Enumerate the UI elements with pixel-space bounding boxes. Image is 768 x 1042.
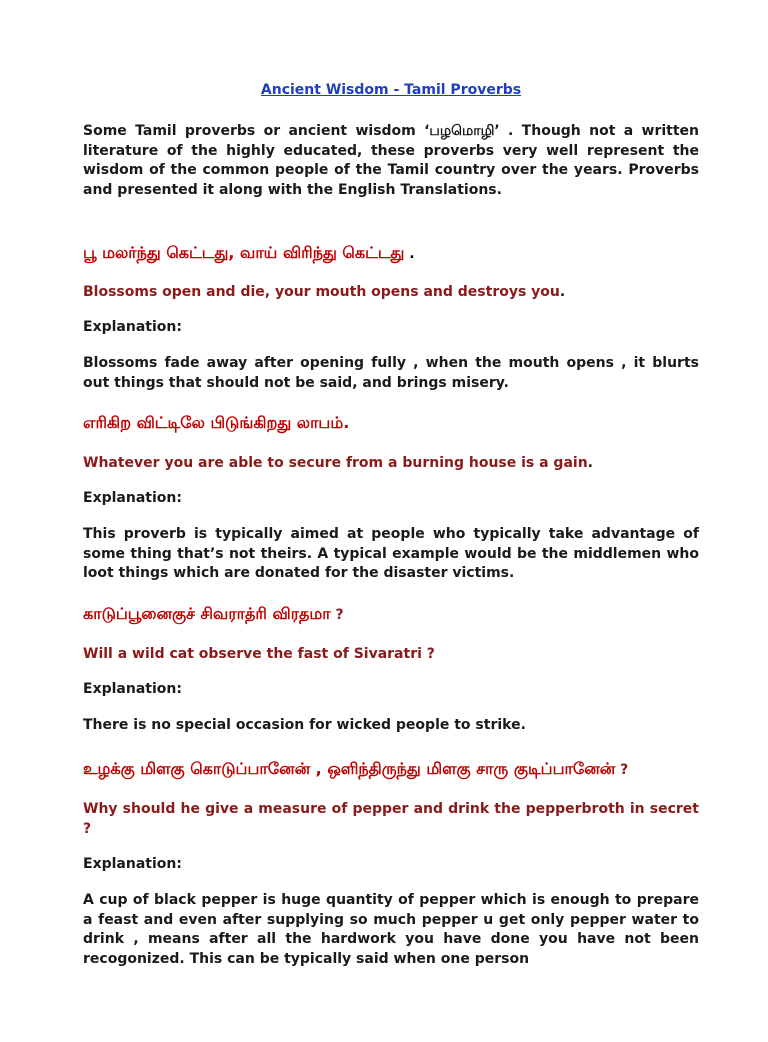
proverb-tamil-text: காடுப்பூனைகுச் சிவராத்ரி விரதமா xyxy=(83,604,331,623)
proverb-english xyxy=(83,283,699,303)
proverb-english-text: Why should he give a measure of pepper and drink the pepperbroth in secret ? xyxy=(83,801,699,837)
proverb-tamil xyxy=(83,412,699,435)
proverb-tamil-text: எரிகிற விட்டிலே பிடுங்கிறது லாபம். xyxy=(83,413,350,432)
proverb-tamil xyxy=(83,242,699,265)
proverb-english-text: Blossoms open and die, your mouth opens and destroys you xyxy=(83,284,560,300)
explanation-text: There is no special occasion for wicked people to strike. xyxy=(83,717,526,733)
proverb-english-text: Whatever you are able to secure from a burning house is a gain xyxy=(83,455,588,471)
explanation-label: Explanation: xyxy=(83,856,182,872)
proverb-english xyxy=(83,645,699,665)
proverb-tamil-text: பூ மலர்ந்து கெட்டது, வாய் விரிந்து கெட்டது xyxy=(83,243,405,262)
intro-paragraph xyxy=(83,122,699,200)
explanation-label: Explanation: xyxy=(83,681,182,697)
explanation-label: Explanation: xyxy=(83,319,182,335)
explanation-text: Blossoms fade away after opening fully , when the mouth opens , it blurts out things that should not be said, and brings misery. xyxy=(83,355,699,391)
proverb-tamil xyxy=(83,758,699,781)
proverb-english-text: Will a wild cat observe the fast of Sivaratri ? xyxy=(83,646,435,662)
proverb-tamil xyxy=(83,603,699,626)
explanation-text: This proverb is typically aimed at people who typically take advantage of some thing that’s not theirs. A typical example would be the middlemen who loot things which are donated for the disaster victims. xyxy=(83,526,699,581)
proverb-tamil-tail: ? xyxy=(615,762,629,778)
proverb-english xyxy=(83,454,699,474)
intro-tamil-word: பழமொழி xyxy=(429,123,495,139)
document-title: Ancient Wisdom - Tamil Proverbs xyxy=(260,82,522,98)
proverb-english-tail: . xyxy=(559,284,566,300)
proverb-tamil-tail: . xyxy=(404,246,415,262)
proverb-tamil-text: உழக்கு மிளகு கொடுப்பானேன் , ஒளிந்திருந்து மிளகு சாரு குடிப்பானேன் xyxy=(83,759,616,778)
intro-text-start: Some Tamil proverbs or ancient wisdom ‘ xyxy=(83,123,430,139)
explanation-text: A cup of black pepper is huge quantity of pepper which is enough to prepare a feast and even after supplying so much pepper u get only pepper water to drink , means after all the hardwork you have done you have not been recogonized. This can be typically said when one person xyxy=(83,892,699,967)
proverb-english-tail: . xyxy=(587,455,593,471)
explanation-label: Explanation: xyxy=(83,490,182,506)
proverb-tamil-tail: ? xyxy=(330,607,344,623)
proverb-english xyxy=(83,800,699,839)
intro-text-end: ’ . Though not a written literature of the highly educated, these proverbs very well represent the wisdom of the common people of the Tamil country over the years. Proverbs and presented it along with the English Translations. xyxy=(83,123,699,198)
